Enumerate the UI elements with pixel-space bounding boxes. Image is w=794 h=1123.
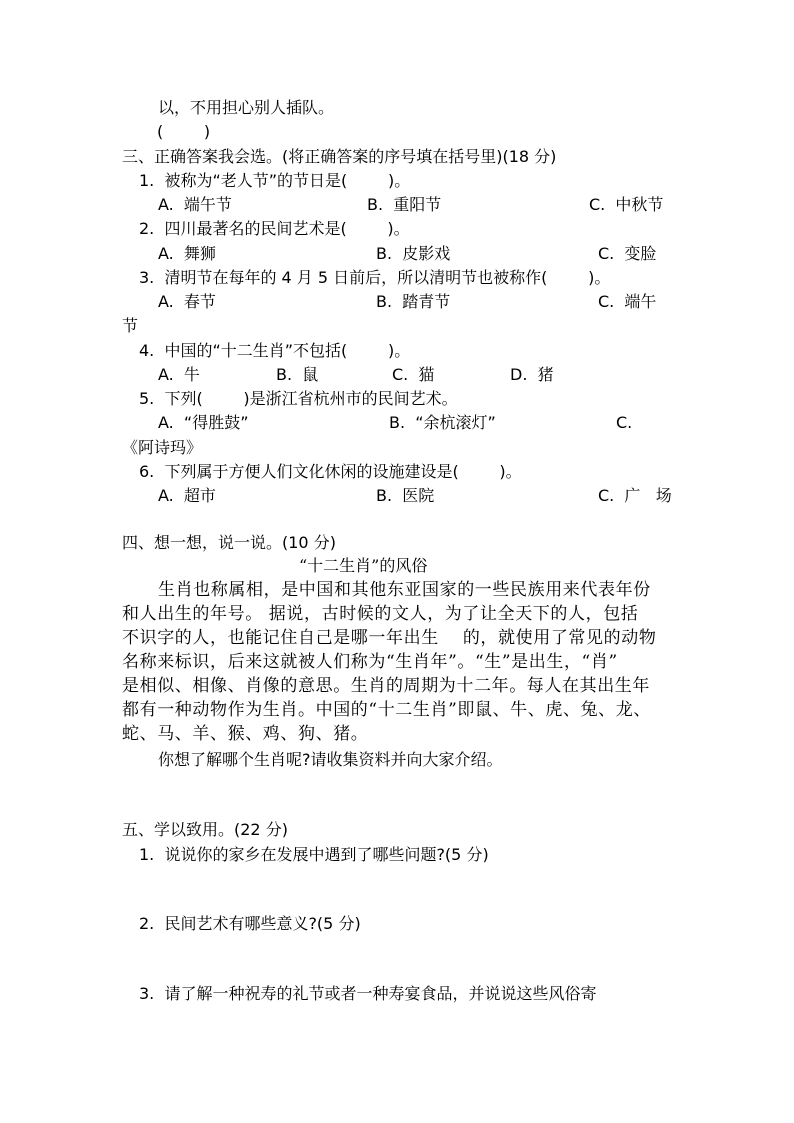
passage-title: “十二生肖”的风俗 bbox=[299, 556, 428, 575]
q5-option-c: C. bbox=[616, 413, 633, 432]
q3-option-c: C. 端午 bbox=[598, 292, 657, 311]
section-5-heading: 五、学以致用。(22 分) bbox=[122, 820, 288, 839]
q4-option-b: B. 鼠 bbox=[276, 365, 319, 384]
q1-stem: 1. 被称为“老人节”的节日是( )。 bbox=[139, 171, 411, 190]
continuation-text: 以，不用担心别人插队。 bbox=[158, 98, 335, 117]
q6-stem: 6. 下列属于方便人们文化休闲的设施建设是( )。 bbox=[139, 462, 522, 481]
q3-stem: 3. 清明节在每年的 4 月 5 日前后，所以清明节也被称作( )。 bbox=[139, 268, 611, 287]
q3-option-b: B. 踏青节 bbox=[376, 292, 451, 311]
passage-prompt: 你想了解哪个生肖呢?请收集资料并向大家介绍。 bbox=[158, 750, 503, 769]
q6-option-c: C. 广 场 bbox=[598, 486, 672, 505]
section-4-heading: 四、想一想，说一说。(10 分) bbox=[122, 533, 336, 552]
q5-option-c-wrap: 《阿诗玛》 bbox=[122, 438, 203, 457]
passage-line: 和人出生的年号。 据说，古时候的文人，为了让全天下的人，包括 bbox=[122, 604, 639, 624]
q4-option-c: C. 猫 bbox=[392, 365, 435, 384]
q4-stem: 4. 中国的“十二生肖”不包括( )。 bbox=[139, 341, 411, 360]
passage-line: 生肖也称属相，是中国和其他东亚国家的一些民族用来代表年份 bbox=[158, 580, 651, 600]
s5-q3: 3. 请了解一种祝寿的礼节或者一种寿宴食品，并说说这些风俗寄 bbox=[139, 984, 597, 1003]
passage-line: 不识字的人，也能记住自己是哪一年出生 的，就使用了常见的动物 bbox=[122, 628, 657, 648]
q2-option-b: B. 皮影戏 bbox=[376, 244, 451, 263]
answer-blank: ( ) bbox=[157, 122, 211, 141]
q6-option-b: B. 医院 bbox=[376, 486, 435, 505]
q6-option-a: A. 超市 bbox=[158, 486, 216, 505]
q1-option-c: C. 中秋节 bbox=[589, 195, 664, 214]
q4-option-a: A. 牛 bbox=[158, 365, 200, 384]
s5-q1: 1. 说说你的家乡在发展中遇到了哪些问题?(5 分) bbox=[139, 845, 489, 864]
s5-q2: 2. 民间艺术有哪些意义?(5 分) bbox=[139, 914, 361, 933]
passage-line: 是相似、相像、肖像的意思。生肖的周期为十二年。每人在其出生年 bbox=[122, 676, 650, 696]
passage-line: 蛇、马、羊、猴、鸡、狗、猪。 bbox=[122, 724, 369, 744]
section-3-heading: 三、正确答案我会选。(将正确答案的序号填在括号里)(18 分) bbox=[122, 147, 557, 166]
q2-stem: 2. 四川最著名的民间艺术是( )。 bbox=[139, 219, 410, 238]
q2-option-c: C. 变脸 bbox=[598, 244, 657, 263]
passage-line: 都有一种动物作为生肖。中国的“十二生肖”即鼠、牛、虎、兔、龙、 bbox=[122, 700, 651, 720]
q1-option-a: A. 端午节 bbox=[158, 195, 232, 214]
q3-option-c-wrap: 节 bbox=[122, 316, 139, 335]
passage-line: 名称来标识，后来这就被人们称为“生肖年”。“生”是出生，“肖” bbox=[122, 652, 618, 672]
q5-option-b: B. “余杭滚灯” bbox=[389, 413, 496, 432]
q5-stem: 5. 下列( )是浙江省杭州市的民间艺术。 bbox=[139, 389, 458, 408]
q4-option-d: D. 猪 bbox=[510, 365, 554, 384]
q5-option-a: A. “得胜鼓” bbox=[158, 413, 249, 432]
q1-option-b: B. 重阳节 bbox=[367, 195, 442, 214]
q3-option-a: A. 春节 bbox=[158, 292, 216, 311]
q2-option-a: A. 舞狮 bbox=[158, 244, 216, 263]
